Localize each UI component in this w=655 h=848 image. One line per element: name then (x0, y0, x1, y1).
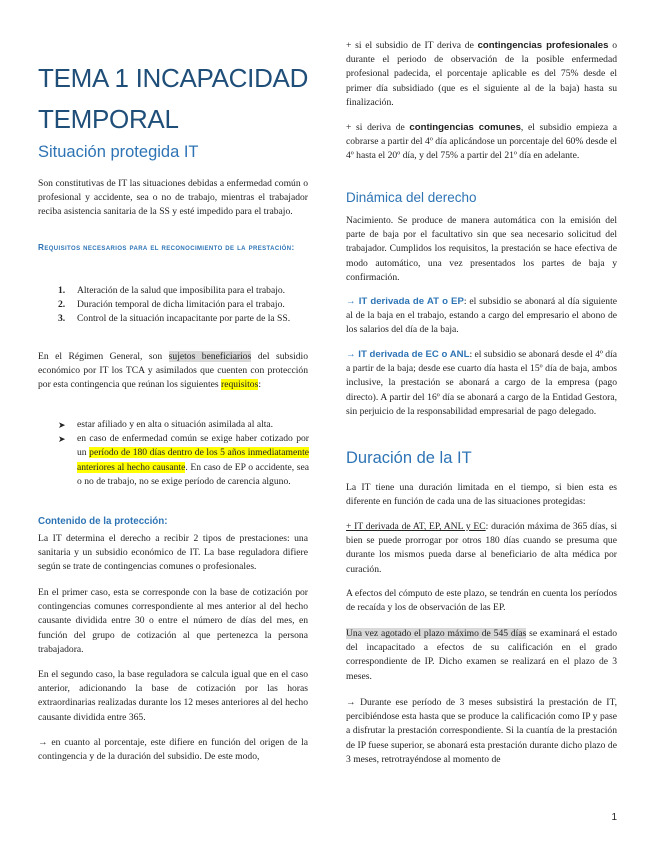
page-number: 1 (611, 812, 617, 823)
paragraph-contenido-1: La IT determina el derecho a recibir 2 tipos de prestaciones: una sanitaria y un subsidio económico de IT. La base reguladora difiere según se trate de contingencias comunes o profesionales. (38, 533, 308, 573)
arrow-bullet-icon: ➤ (58, 434, 66, 445)
paragraph-dinamica: Nacimiento. Se produce de manera automática con la emisión del parte de baja por el facultativo sin que sea necesario solicitud del trabajador. Cumplidos los requisitos, la prestación se hace efectiva de modo automático, una vez presentados los partes de baja y confirmación. (346, 215, 617, 283)
paragraph-it-at-ep: → IT derivada de AT o EP: el subsidio se abonará al día siguiente al de la baja en el trabajo, estando a cargo del empresario el abono de los salarios del día de la baja. (346, 296, 618, 336)
paragraph-contenido-2: En el primer caso, esta se corresponde con la base de cotización por contingencias comunes correspondiente al mes anterior al del hecho causante dividida entre 30 o entre el número de días del mes, en función del grupo de cotización al que pertenezca la persona trabajadora. (38, 587, 308, 655)
list-item: ➤ en caso de enfermedad común se exige haber cotizado por un período de 180 días dentro de los 5 años inmediatamente anteriores al hecho causante. En caso de EP o accidente, sea o no de trabajo, no se exige período de carencia alguno. (58, 433, 309, 487)
paragraph-regimen-general: En el Régimen General, son sujetos beneficiarios del subsidio económico por IT los TCA y asimilados que cuenten con protección por esta contingencia que reúnan los siguientes requisitos: (38, 351, 308, 391)
highlight-requisitos: requisitos (221, 379, 259, 391)
heading-contenido: Contenido de la protección: (38, 516, 168, 527)
list-text: Duración temporal de dicha limitación para el trabajo. (77, 299, 285, 311)
heading-requisitos: Requisitos necesarios para el reconocimiento de la prestación: (38, 243, 295, 252)
paragraph-situacion: Son constitutivas de IT las situaciones debidas a enfermedad común o profesional y accidente, sea o no de trabajo, mientras el trabajador reciba asistencia sanitaria de la SS y esté impedido para el trabajo. (38, 178, 308, 218)
list-item: ➤ estar afiliado y en alta o situación asimilada al alta. (77, 418, 309, 432)
paragraph-contingencias-profesionales: + si el subsidio de IT deriva de contingencias profesionales o durante el periodo de observación de la posible enfermedad profesional padecida, el porcentaje aplicable es del 75% desde el primer día subsidiado (que es el siguiente al de la baja) hasta su finalización. (346, 40, 617, 108)
heading-dinamica: Dinámica del derecho (346, 190, 477, 205)
list-item (58, 312, 309, 326)
arrow-bullet-icon: ➤ (58, 420, 66, 430)
paragraph-duracion-5: → Durante ese período de 3 meses subsistirá la prestación de IT, percibiéndose esta hasta que se produce la calificación como IP y pase a disfrutar la prestación correspondiente. Si la cuantía de la prestación de IP fuese superior, se abonará esta prestación durante dicho plazo de 3 meses, retrotrayéndose al momento de (346, 697, 617, 765)
heading-duracion: Duración de la IT (346, 449, 472, 467)
highlight-sujetos: sujetos beneficiarios (168, 351, 252, 362)
list-number: 1. (58, 285, 66, 296)
heading-situacion-protegida: Situación protegida IT (38, 143, 199, 161)
list-text: Alteración de la salud que imposibilita para el trabajo. (77, 285, 286, 296)
paragraph-duracion-3: A efectos del cómputo de este plazo, se tendrán en cuenta los períodos de recaída y los de observación de las EP. (346, 588, 617, 614)
requisitos-list (58, 284, 309, 327)
page-title: TEMA 1 INCAPACIDAD TEMPORAL (38, 63, 309, 134)
highlight-545-dias: Una vez agotado el plazo máximo de 545 días (346, 628, 527, 639)
list-text: Control de la situación incapacitante por parte de la SS. (77, 313, 291, 325)
paragraph-contenido-4: → en cuanto al porcentaje, este difiere en función del origen de la contingencia y de la duración del subsidio. De este modo, (38, 737, 308, 763)
list-number: 3. (58, 313, 66, 325)
list-number: 2. (58, 299, 66, 311)
paragraph-contingencias-comunes: + si deriva de contingencias comunes, el subsidio empieza a cobrarse a partir del 4º día aplicándose un porcentaje del 60% desde el 4º hasta el 20º día, y del 75% a partir del 21º día en adelante. (346, 122, 617, 162)
paragraph-duracion-2: + IT derivada de AT, EP, ANL y EC: duración máxima de 365 días, si bien se puede prorrogar por otros 180 días cuando se presuma que durante los mismos pueda darse al beneficiario de alta médica por curación. (346, 521, 617, 575)
paragraph-duracion-4: Una vez agotado el plazo máximo de 545 días se examinará el estado del incapacitado a efectos de su calificación en el grado correspondiente de IP. Dicho examen se realizará en el plazo de 3 meses. (346, 628, 617, 682)
paragraph-it-ec-anl: → IT derivada de EC o ANL: el subsidio se abonará desde el 4º día a partir de la baja; desde ese cuarto día hasta el 15º día de baja, ambos inclusive, la prestación se abonará a cargo de la empresa (pago directo). A partir del 16º día se abonará a cargo de la Entidad Gestora, sin perjuicio de la responsabilidad empresarial de pago delegado. (346, 349, 617, 417)
highlight-periodo: período de 180 días dentro de los 5 años inmediatamente anteriores al hecho causante (77, 447, 309, 473)
paragraph-contenido-3: En el segundo caso, la base reguladora se calcula igual que en el caso anterior, adicionando la base de cotización por las horas extraordinarias realizadas durante los 12 meses anteriores al del hecho causante dividida entre 365. (38, 669, 308, 723)
list-item (58, 298, 309, 312)
list-item (58, 284, 309, 298)
requisitos-bullets (58, 418, 309, 489)
paragraph-duracion-1: La IT tiene una duración limitada en el tiempo, si bien esta es diferente en función de cada una de las situaciones protegidas: (346, 482, 617, 508)
